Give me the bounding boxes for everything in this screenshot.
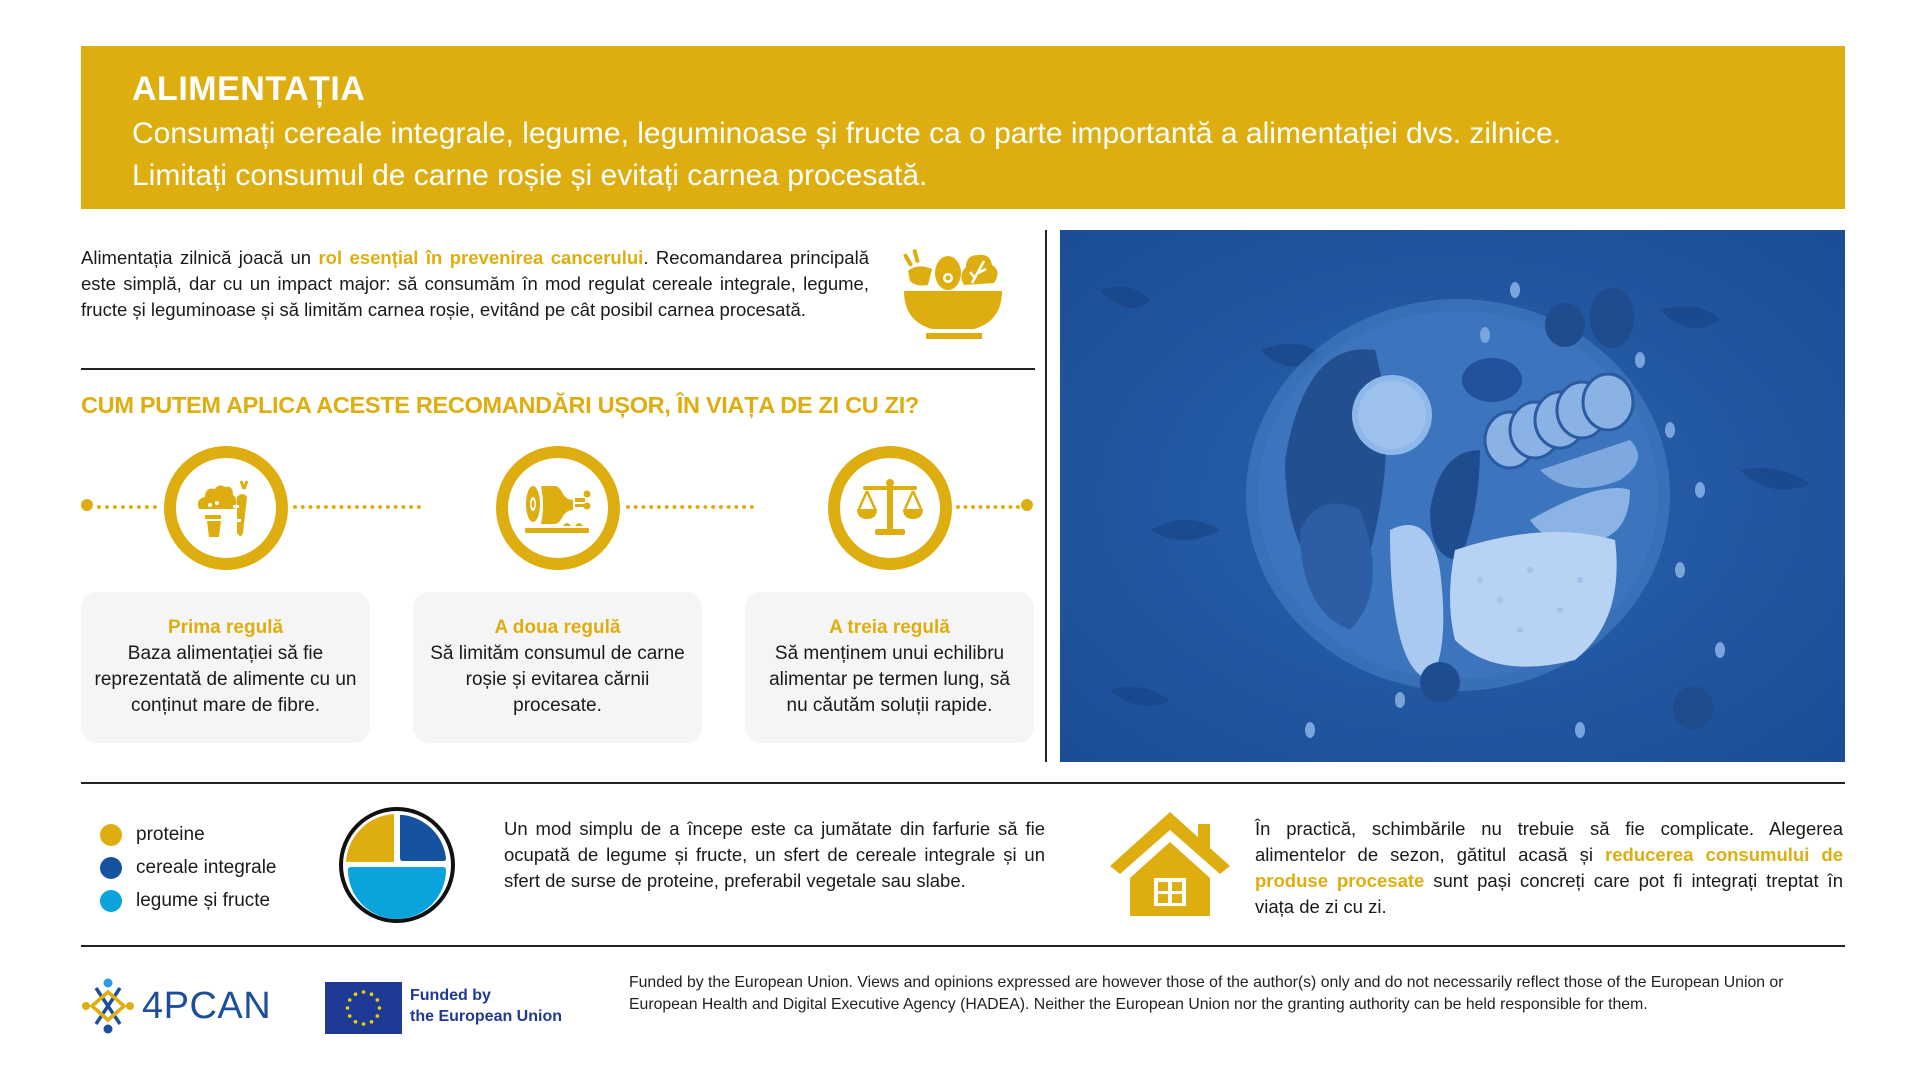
rule-card-2 [413, 592, 702, 743]
timeline-dotted-line [293, 505, 421, 509]
header-banner [81, 46, 1845, 209]
rule-2-text: Să limităm consumul de carne roșie și evitarea cărnii procesate. [430, 642, 685, 717]
eu-flag-icon [325, 982, 402, 1034]
brand-logo [82, 978, 271, 1034]
timeline-dotted-line [97, 505, 157, 509]
legend-label-vegetables: legume și fructe [136, 889, 271, 911]
rule-card-3 [745, 592, 1034, 743]
section-question-heading: CUM PUTEM APLICA ACESTE RECOMANDĂRI UȘOR, ÎN VIAȚA DE ZI CU ZI? [81, 392, 919, 418]
food-plate-photo [1060, 230, 1845, 762]
rule-card-1 [81, 592, 370, 743]
legend-item-grains [100, 851, 276, 884]
plate-legend [100, 818, 276, 917]
divider-middle [81, 782, 1845, 784]
intro-text-before: Alimentația zilnică joacă un [81, 247, 319, 268]
intro-text-after: . Recomandarea principală este simplă, dar cu un impact major: să consumăm în mod regulat cereale integrale, legume, fructe și leguminoase și să limităm carnea roșie, evitând pe cât posibil carnea procesată. [81, 247, 869, 321]
rule-1-title: Prima regulă [167, 617, 284, 638]
rule-3-icon-circle [828, 446, 952, 570]
brand-name: 4PCAN [142, 984, 272, 1027]
4pcan-logo-icon [82, 978, 134, 1034]
salad-bowl-icon [900, 245, 1010, 345]
eu-disclaimer: Funded by the European Union. Views and opinions expressed are however those of the author(s) only and do not necessarily reflect those of the European Union or European Health and Digital Executive Agency (HADEA). Neither the European Union nor the granting authority can be held responsible for them. [629, 974, 1784, 1014]
divider-top [81, 368, 1035, 370]
rule-2-title: A doua regulă [494, 617, 621, 638]
eu-funding-line-2: the European Union [410, 1007, 562, 1025]
timeline-end-dot [1021, 499, 1033, 511]
divider-vertical [1045, 230, 1047, 762]
legend-dot-vegetables [100, 890, 122, 912]
practice-text-before: În practică, schimbările nu trebuie să fie complicate. Alegerea alimentelor de sezon, gătitul acasă și [1255, 818, 1843, 866]
balance-scale-icon [857, 477, 923, 539]
food-plate-image [1060, 230, 1845, 762]
practice-text-after: sunt pași concreți care pot fi integrați treptat în viața de zi cu zi. [1255, 870, 1843, 918]
header-subtitle-1: Consumați cereale integrale, legume, leguminoase și fructe ca o parte importantă a alimentației dvs. zilnice. [132, 116, 1562, 150]
healthy-plate-diagram [338, 806, 456, 924]
legend-dot-grains [100, 857, 122, 879]
timeline-dotted-line [626, 505, 754, 509]
page-title: ALIMENTAȚIA [132, 70, 366, 108]
legend-item-proteins [100, 818, 276, 851]
eu-funding-line-1: Funded by [410, 987, 491, 1004]
intro-highlight: rol esențial în prevenirea cancerului [318, 247, 644, 268]
timeline-start-dot [81, 499, 93, 511]
timeline-dotted-line [956, 505, 1020, 509]
rule-3-text: Să menținem unui echilibru alimentar pe termen lung, să nu căutăm soluții rapide. [769, 642, 1010, 717]
vegetables-icon [193, 475, 259, 541]
rule-3-title: A treia regulă [829, 617, 950, 638]
legend-label-grains: cereale integrale [136, 856, 277, 878]
house-icon [1110, 812, 1230, 916]
plate-description: Un mod simplu de a începe este ca jumătate din farfurie să fie ocupată de legume și fructe, un sfert de cereale integrale și un sfert de surse de proteine, preferabil vegetale sau slabe. [504, 818, 1045, 892]
rule-2-icon-circle [496, 446, 620, 570]
ham-icon [523, 478, 593, 538]
header-subtitle-2: Limitați consumul de carne roșie și evitați carnea procesată. [132, 159, 928, 193]
legend-dot-proteins [100, 824, 122, 846]
practice-paragraph [1255, 816, 1843, 920]
intro-paragraph [81, 245, 869, 323]
practice-highlight: reducerea consumului de produse procesate [1255, 844, 1843, 892]
legend-item-vegetables [100, 884, 276, 917]
rule-1-icon-circle [164, 446, 288, 570]
divider-bottom [81, 945, 1845, 947]
rule-1-text: Baza alimentației să fie reprezentată de alimente cu un conținut mare de fibre. [94, 642, 357, 717]
eu-funding-label [410, 986, 562, 1028]
legend-label-proteins: proteine [136, 823, 205, 845]
